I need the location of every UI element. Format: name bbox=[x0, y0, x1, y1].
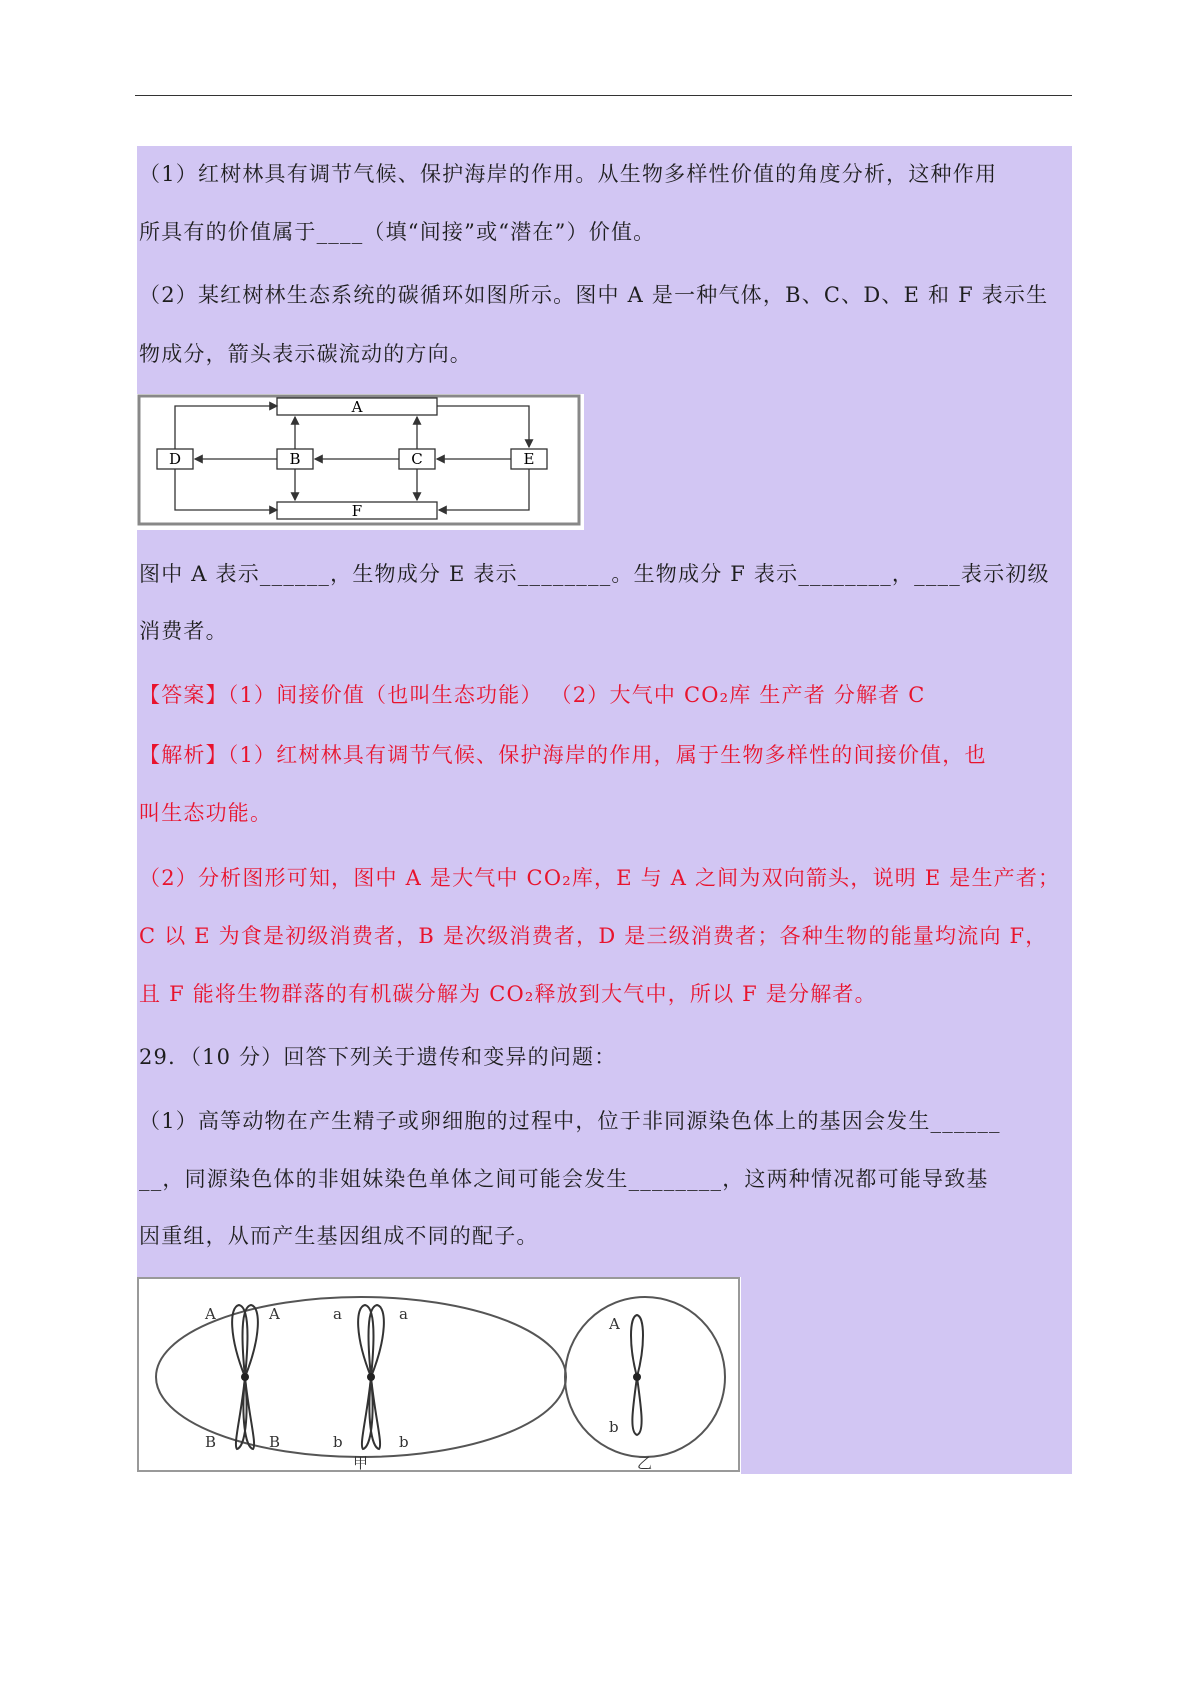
cell-label-jia: 甲 bbox=[353, 1454, 369, 1472]
node-b-label: B bbox=[289, 450, 301, 468]
centromere-1 bbox=[241, 1373, 249, 1381]
allele-cell2-a: A bbox=[609, 1315, 620, 1333]
cell-division-figure bbox=[137, 1277, 741, 1474]
q2-line-4: 消费者。 bbox=[139, 619, 228, 643]
allele-cell2-b: b bbox=[609, 1418, 619, 1436]
explanation-line-3: （2）分析图形可知，图中 A 是大气中 CO₂库，E 与 A 之间为双向箭头，说明 E 是生产者； bbox=[139, 866, 1061, 890]
q2-line-2: 物成分，箭头表示碳流动的方向。 bbox=[139, 342, 472, 366]
q29-line-1: （1）高等动物在产生精子或卵细胞的过程中，位于非同源染色体上的基因会发生______ bbox=[139, 1109, 1001, 1133]
q29-line-3: 因重组，从而产生基因组成不同的配子。 bbox=[139, 1224, 539, 1248]
q2-line-3: 图中 A 表示______，生物成分 E 表示________。生物成分 F 表示________，____表示初级 bbox=[139, 562, 1050, 586]
cell-jia-outline bbox=[156, 1297, 566, 1457]
node-c-label: C bbox=[411, 450, 423, 468]
cell-label-yi: 乙 bbox=[637, 1454, 653, 1472]
allele-b-lower-right: b bbox=[399, 1433, 409, 1451]
cell-division-diagram bbox=[137, 1277, 741, 1474]
node-a-label: A bbox=[351, 398, 363, 416]
allele-a-lower-right: a bbox=[399, 1305, 408, 1323]
centromere-3 bbox=[633, 1373, 641, 1381]
q29-line-2: __，同源染色体的非姐妹染色单体之间可能会发生________，这两种情况都可能导致基 bbox=[139, 1167, 989, 1191]
allele-b-lower-left: b bbox=[333, 1433, 343, 1451]
cell-yi-outline bbox=[565, 1297, 725, 1457]
node-d-label: D bbox=[168, 450, 182, 468]
q1-line-1: （1）红树林具有调节气候、保护海岸的作用。从生物多样性价值的角度分析，这种作用 bbox=[139, 162, 998, 186]
explanation-line-1: 【解析】（1）红树林具有调节气候、保护海岸的作用，属于生物多样性的间接价值，也 bbox=[139, 743, 987, 767]
allele-b-right: B bbox=[269, 1433, 281, 1451]
explanation-line-5: 且 F 能将生物群落的有机碳分解为 CO₂释放到大气中，所以 F 是分解者。 bbox=[139, 982, 877, 1006]
allele-b-left: B bbox=[205, 1433, 217, 1451]
explanation-line-2: 叫生态功能。 bbox=[139, 801, 273, 825]
q2-line-1: （2）某红树林生态系统的碳循环如图所示。图中 A 是一种气体，B、C、D、E 和 F 表示生 bbox=[139, 283, 1049, 307]
header-rule bbox=[135, 95, 1072, 96]
q29-title: 29．（10 分）回答下列关于遗传和变异的问题： bbox=[139, 1045, 617, 1069]
node-f-label: F bbox=[351, 502, 363, 520]
q1-line-2: 所具有的价值属于____（填“间接”或“潜在”）价值。 bbox=[139, 220, 656, 244]
node-e-label: E bbox=[523, 450, 535, 468]
explanation-line-4: C 以 E 为食是初级消费者，B 是次级消费者，D 是三级消费者；各种生物的能量均流向 F， bbox=[139, 924, 1048, 948]
carbon-cycle-figure bbox=[137, 394, 584, 530]
allele-a-right: A bbox=[269, 1305, 280, 1323]
allele-a-left: A bbox=[205, 1305, 216, 1323]
answer-line: 【答案】（1）间接价值（也叫生态功能） （2）大气中 CO₂库 生产者 分解者 C bbox=[139, 683, 926, 707]
carbon-cycle-diagram bbox=[137, 394, 584, 530]
allele-a-lower-left: a bbox=[333, 1305, 342, 1323]
centromere-2 bbox=[367, 1373, 375, 1381]
